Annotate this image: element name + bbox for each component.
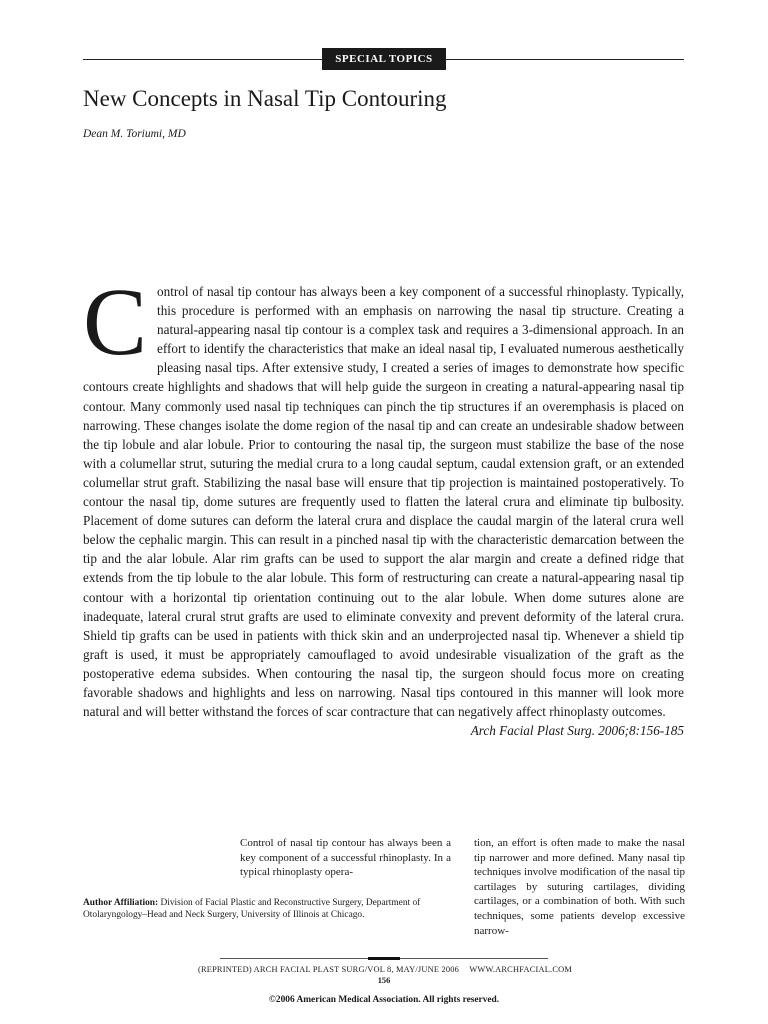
footer-reprint: (REPRINTED) ARCH FACIAL PLAST SURG/VOL 8, MAY/JUNE 2006 [197,965,460,974]
citation: Arch Facial Plast Surg. 2006;8:156-185 [470,723,684,739]
body-column-left: Control of nasal tip contour has always been a key component of a successful rhinoplasty. In a typical rhinoplasty opera- [240,837,451,879]
abstract [83,268,684,740]
article-title: New Concepts in Nasal Tip Contouring [83,86,447,111]
page-number: 156 [377,976,391,985]
section-tag: SPECIAL TOPICS [322,48,446,70]
affiliation-label: Author Affiliation: [83,898,159,908]
footer-rule-mark [368,957,400,960]
copyright: ©2006 American Medical Association. All rights reserved. [268,995,500,1005]
author-affiliation [83,897,428,922]
drop-cap: C [83,268,148,375]
footer-website[interactable]: WWW.ARCHFACIAL.COM [469,965,573,974]
footer-reprint-line [160,965,610,974]
affiliation-text: Division of Facial Plastic and Reconstructive Surgery, Department of Otolaryngology–Head and Neck Surgery, University of Illinois at Chicago. [83,898,421,921]
abstract-text: ontrol of nasal tip contour has always been a key component of a successful rhinoplasty. Typically, this procedure is performed with an emphasis on narrowing the nasal tip structure. Creating a natural-appearing nasal tip contour is a complex task and requires a 3-dimensional approach. In an effort to identify the characteristics that make an ideal nasal tip, I evaluated numerous aesthetically pleasing nasal tips. After extensive study, I created a series of images to demonstrate how specific contours create highlights and shadows that will help guide the surgeon in creating a natural-appearing nasal tip contour. Many commonly used nasal tip techniques can pinch the tip structures if an overemphasis is placed on narrowing. These changes isolate the dome region of the nasal tip and can create an undesirable shadow between the tip lobule and alar lobule. Prior to contouring the nasal tip, the surgeon must stabilize the base of the nose with a columellar strut, suturing the medial crura to a long caudal septum, caudal extension graft, or an extended columellar strut graft. Stabilizing the nasal base will ensure that tip projection is maintained postoperatively. To contour the nasal tip, dome sutures are frequently used to flatten the lateral crura and eliminate tip bulbosity. Placement of dome sutures can deform the lateral crura and displace the caudal margin of the lateral crura well below the cephalic margin. This can result in a pinched nasal tip with the characteristic demarcation between the tip and the alar lobule. Alar rim grafts can be used to support the alar margin and create a defined ridge that extends from the tip lobule to the alar lobule. This form of restructuring can create a natural-appearing nasal tip contour with a horizontal tip orientation continuing out to the alar lobule. When dome sutures alone are inadequate, lateral crural strut grafts are used to eliminate convexity and prevent deformity of the lateral crura. Shield tip grafts can be used in patients with thick skin and an underprojected nasal tip. Whenever a shield tip graft is used, it must be appropriately camouflaged to avoid undesirable visualization of the graft as the postoperative edema subsides. When contouring the nasal tip, the surgeon should focus more on creating favorable shadows and highlights and less on narrowing. Nasal tips contoured in this manner will look more natural and will better withstand the forces of scar contracture that can negatively affect rhinoplasty outcomes. [83,284,684,720]
body-column-right: tion, an effort is often made to make the nasal tip narrower and more defined. Many nasal tip techniques involve modification of the nasal tip cartilages by suturing cartilages, dividing cartilages, or a combination of both. With such techniques, some patients develop excessive narrow- [474,837,685,937]
author-name: Dean M. Toriumi, MD [83,128,186,140]
